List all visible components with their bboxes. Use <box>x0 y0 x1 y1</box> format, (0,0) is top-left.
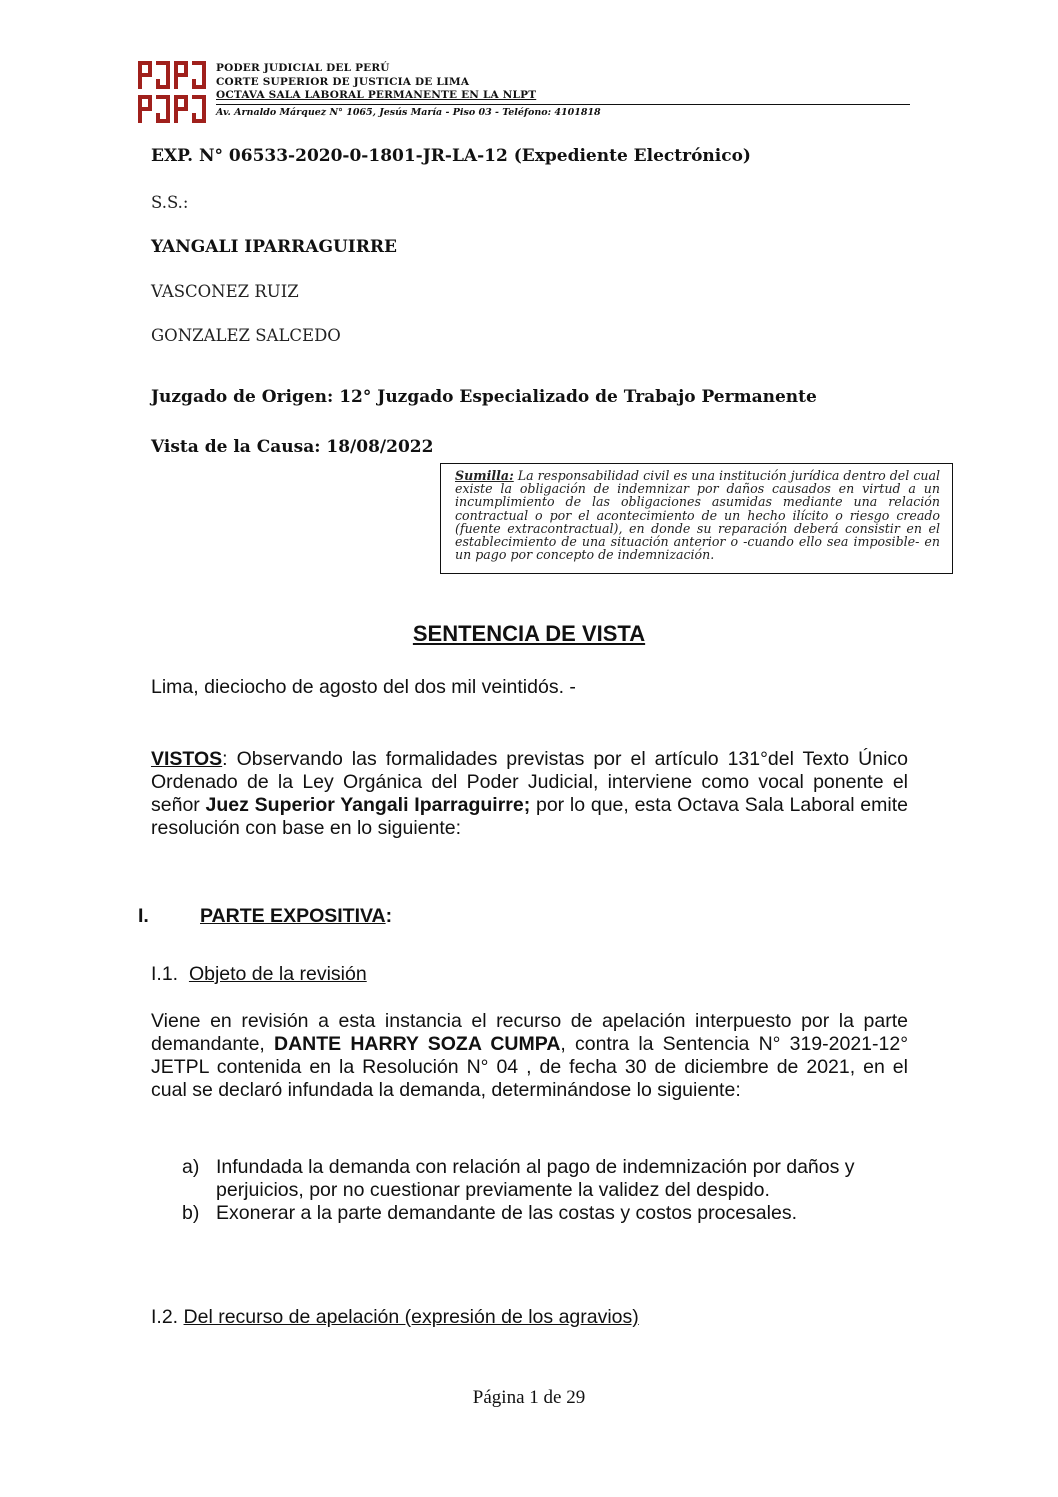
list-text: Exonerar a la parte demandante de las costas y costos procesales. <box>216 1202 797 1224</box>
header-line-2: CORTE SUPERIOR DE JUSTICIA DE LIMA <box>216 75 470 88</box>
section-number: I. <box>138 905 149 927</box>
subsection-2-number: I.2. <box>151 1306 184 1328</box>
list-marker: a) <box>182 1156 200 1178</box>
judge-1: YANGALI IPARRAGUIRRE <box>151 237 397 257</box>
vistos-label: VISTOS <box>151 748 223 770</box>
sumilla-text: La responsabilidad civil es una institución jurídica dentro del cual existe la obligación de indemnizar por daños causados en virtud a un incumplimiento de las obligaciones asumidas mediante una relación contractual o por el acontecimiento de un hecho ilícito o riesgo creado (fuente extracontractual), en donde su reparación deberá consistir en el establecimiento de una situación anterior o -cuando ello sea imposible- en un pago por concepto de indemnización. <box>455 468 940 563</box>
origin-court: Juzgado de Origen: 12° Juzgado Especializado de Trabajo Permanente <box>151 387 817 407</box>
document-title-text: SENTENCIA DE VISTA <box>412 621 646 646</box>
poder-judicial-logo <box>138 61 208 125</box>
date-line: Lima, dieciocho de agosto del dos mil veintidós. - <box>151 676 576 698</box>
vistos-judge: Juez Superior Yangali Iparraguirre; <box>205 794 531 816</box>
header-rule <box>216 104 910 105</box>
subsection-2 <box>151 1306 639 1329</box>
review-text-1: Viene en revisión a esta instancia el recurso de apelación interpuesto por la parte demandante, <box>151 1010 908 1055</box>
review-paragraph <box>151 1010 908 1102</box>
vistos-text-2: por lo que, esta Octava Sala Laboral emite resolución con base en lo siguiente: <box>151 794 908 839</box>
page-footer: Página 1 de 29 <box>472 1387 586 1408</box>
subsection-1-number: I.1. <box>151 963 189 985</box>
list-item <box>182 1156 908 1202</box>
vistos-paragraph <box>151 748 908 840</box>
header-address: Av. Arnaldo Márquez N° 1065, Jesús María - Piso 03 - Teléfono: 4101818 <box>216 107 601 118</box>
ruling-list <box>182 1156 908 1225</box>
list-item <box>182 1202 908 1225</box>
subsection-1-label: Objeto de la revisión <box>188 963 367 985</box>
list-text: Infundada la demanda con relación al pago de indemnización por daños y perjuicios, por no cuestionar previamente la validez del despido. <box>216 1156 855 1201</box>
judge-2: VASCONEZ RUIZ <box>151 282 299 301</box>
judge-3: GONZALEZ SALCEDO <box>151 326 341 345</box>
header-line-3: OCTAVA SALA LABORAL PERMANENTE EN LA NLPT <box>216 89 537 101</box>
document-title <box>0 621 1058 647</box>
case-number: EXP. N° 06533-2020-0-1801-JR-LA-12 (Expediente Electrónico) <box>151 146 751 166</box>
sumilla-label: Sumilla: <box>455 468 514 483</box>
plaintiff-name: DANTE HARRY SOZA CUMPA <box>274 1033 561 1055</box>
section-colon: : <box>385 905 393 927</box>
section-label: PARTE EXPOSITIVA <box>200 905 386 927</box>
subsection-2-label: Del recurso de apelación (expresión de los agravios) <box>183 1306 639 1328</box>
vistos-text-1: : Observando las formalidades previstas por el artículo 131°del Texto Único Ordenado de la Ley Orgánica del Poder Judicial, interviene como vocal ponente el señor <box>151 748 908 816</box>
list-marker: b) <box>182 1202 200 1224</box>
hearing-date: Vista de la Causa: 18/08/2022 <box>151 437 434 457</box>
header-line-1: PODER JUDICIAL DEL PERÚ <box>216 62 390 74</box>
review-text-2: , contra la Sentencia N° 319-2021-12° JETPL contenida en la Resolución N° 04 , de fecha 30 de diciembre de 2021, en el cual se declaró infundada la demanda, determinándose lo siguiente: <box>151 1033 908 1101</box>
sumilla-box <box>440 463 953 574</box>
ss-label: S.S.: <box>151 193 189 212</box>
section-heading <box>138 905 392 928</box>
subsection-1 <box>151 963 367 986</box>
header-institution <box>216 62 536 103</box>
